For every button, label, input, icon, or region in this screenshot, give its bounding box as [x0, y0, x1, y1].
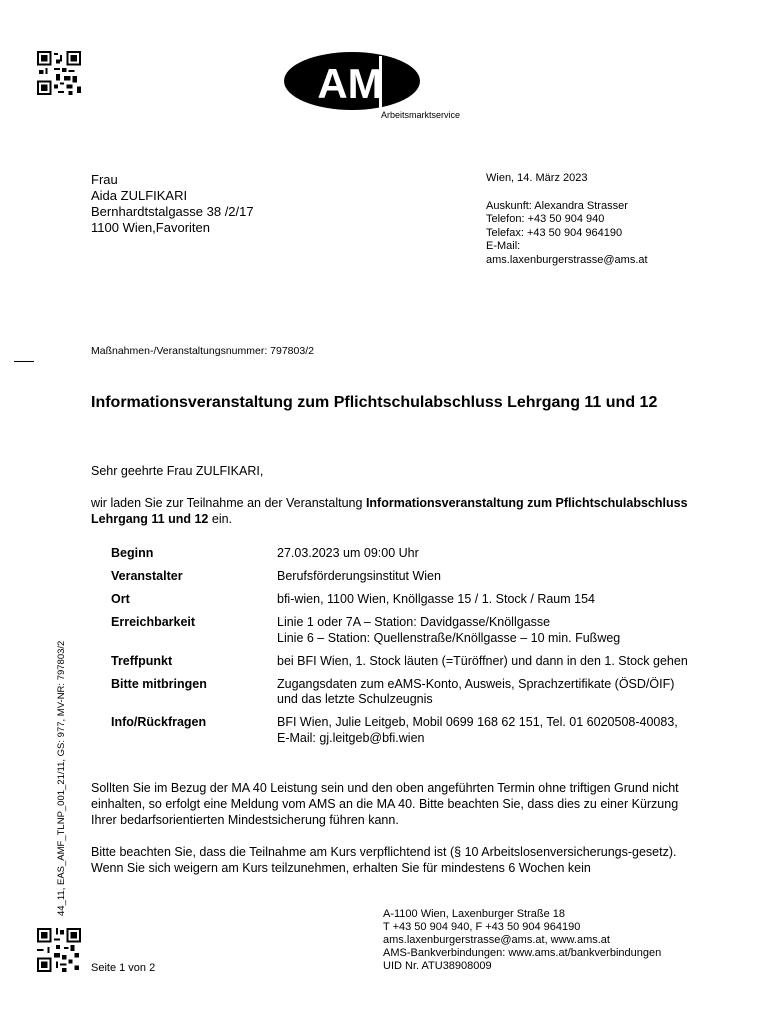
footer-line: UID Nr. ATU38908009: [383, 960, 492, 972]
footer-address: [383, 908, 661, 973]
fold-mark: [14, 361, 34, 362]
detail-value: 27.03.2023 um 09:00 Uhr: [277, 546, 419, 560]
invitation-text: [91, 495, 691, 527]
letter-date: Wien, 14. März 2023: [486, 172, 588, 184]
recipient-line: Frau: [91, 172, 118, 187]
recipient-address: [91, 172, 254, 236]
contact-fax: Telefax: +43 50 904 964190: [486, 226, 623, 239]
logo-subtitle: Arbeitsmarktservice: [381, 110, 461, 120]
detail-value: Zugangsdaten zum eAMS-Konto, Ausweis, Sprachzertifikate (ÖSD/ÖIF) und das letzte Schulzeugnis: [277, 676, 675, 706]
side-reference-code: 44_11, EAS_AMF_TLNP_001_21/11, GS: 977, MV-NR: 797803/2: [56, 640, 67, 916]
detail-value: bfi-wien, 1100 Wien, Knöllgasse 15 / 1. Stock / Raum 154: [277, 592, 595, 606]
logo-text-s: S: [384, 60, 414, 107]
detail-row-erreichbarkeit: [111, 615, 691, 646]
ams-logo-graphic: [282, 50, 492, 110]
invitation-pre: wir laden Sie zur Teilnahme an der Veranstaltung: [91, 496, 366, 510]
footer-line: ams.laxenburgerstrasse@ams.at, www.ams.at: [383, 934, 610, 946]
page-number: Seite 1 von 2: [91, 962, 156, 974]
detail-value: BFI Wien, Julie Leitgeb, Mobil 0699 168 62 151, Tel. 01 6020508-40083, E-Mail: gj.leitgeb@bfi.wien: [277, 715, 678, 745]
detail-value: bei BFI Wien, 1. Stock läuten (=Türöffner) und dann in den 1. Stock gehen: [277, 653, 688, 668]
detail-row-ort: [111, 592, 691, 608]
event-details: [111, 546, 691, 754]
ams-logo: [282, 50, 492, 122]
invitation-post: ein.: [208, 512, 233, 526]
logo-text-am: AM: [317, 60, 383, 107]
invitation-bold: Informationsveranstaltung zum Pflichtschulabschluss Lehrgang 11 und 12: [91, 496, 688, 526]
detail-label: Treffpunkt: [111, 653, 173, 668]
greeting: Sehr geehrte Frau ZULFIKARI,: [91, 464, 264, 478]
detail-label: Bitte mitbringen: [111, 676, 207, 691]
contact-email-label: E-Mail:: [486, 240, 521, 252]
detail-row-mitbringen: [111, 677, 691, 708]
detail-row-beginn: [111, 546, 691, 562]
contact-phone: Telefon: +43 50 904 940: [486, 213, 605, 225]
detail-row-treffpunkt: [111, 654, 691, 670]
paragraph-obligation: Bitte beachten Sie, dass die Teilnahme am Kurs verpflichtend ist (§ 10 Arbeitslosenversicherungs-gesetz). Wenn Sie sich weigern am Kurs teilzunehmen, erhalten Sie für mindestens 6 Wochen kein: [91, 845, 677, 875]
recipient-line: Aida ZULFIKARI: [91, 188, 188, 203]
sender-info: [486, 172, 648, 267]
contact-email: ams.laxenburgerstrasse@ams.at: [486, 253, 648, 266]
footer-line: T +43 50 904 940, F +43 50 904 964190: [383, 921, 581, 933]
footer-line: A-1100 Wien, Laxenburger Straße 18: [383, 908, 566, 920]
detail-value: Linie 6 – Station: Quellenstraße/Knöllgasse – 10 min. Fußweg: [277, 630, 621, 645]
qr-code-top: [37, 51, 81, 95]
detail-label: Ort: [111, 592, 130, 606]
paragraph-ma40: Sollten Sie im Bezug der MA 40 Leistung sein und den oben angeführten Termin ohne triftigen Grund nicht einhalten, so erfolgt eine Meldung vom AMS an die MA 40. Bitte beachten Sie, dass dies zu einer Kürzung Ihrer bedarfsorientierten Mindestsicherung führen kann.: [91, 781, 679, 827]
recipient-line: 1100 Wien,Favoriten: [91, 220, 210, 235]
detail-row-info: [111, 715, 691, 746]
detail-label: Beginn: [111, 546, 154, 560]
detail-label: Erreichbarkeit: [111, 615, 196, 629]
footer-line: AMS-Bankverbindungen: www.ams.at/bankverbindungen: [383, 947, 662, 959]
letter-title: Informationsveranstaltung zum Pflichtschulabschluss Lehrgang 11 und 12: [91, 394, 658, 411]
recipient-line: Bernhardtstalgasse 38 /2/17: [91, 204, 254, 219]
contact-person: Auskunft: Alexandra Strasser: [486, 199, 628, 212]
detail-row-veranstalter: [111, 569, 691, 585]
detail-label: Info/Rückfragen: [111, 715, 207, 729]
detail-label: Veranstalter: [111, 569, 183, 583]
event-number: Maßnahmen-/Veranstaltungsnummer: 797803/2: [91, 345, 314, 357]
qr-code-bottom: [37, 928, 81, 972]
detail-value: Linie 1 oder 7A – Station: Davidgasse/Knöllgasse: [277, 615, 551, 629]
detail-value: Berufsförderungsinstitut Wien: [277, 569, 441, 583]
